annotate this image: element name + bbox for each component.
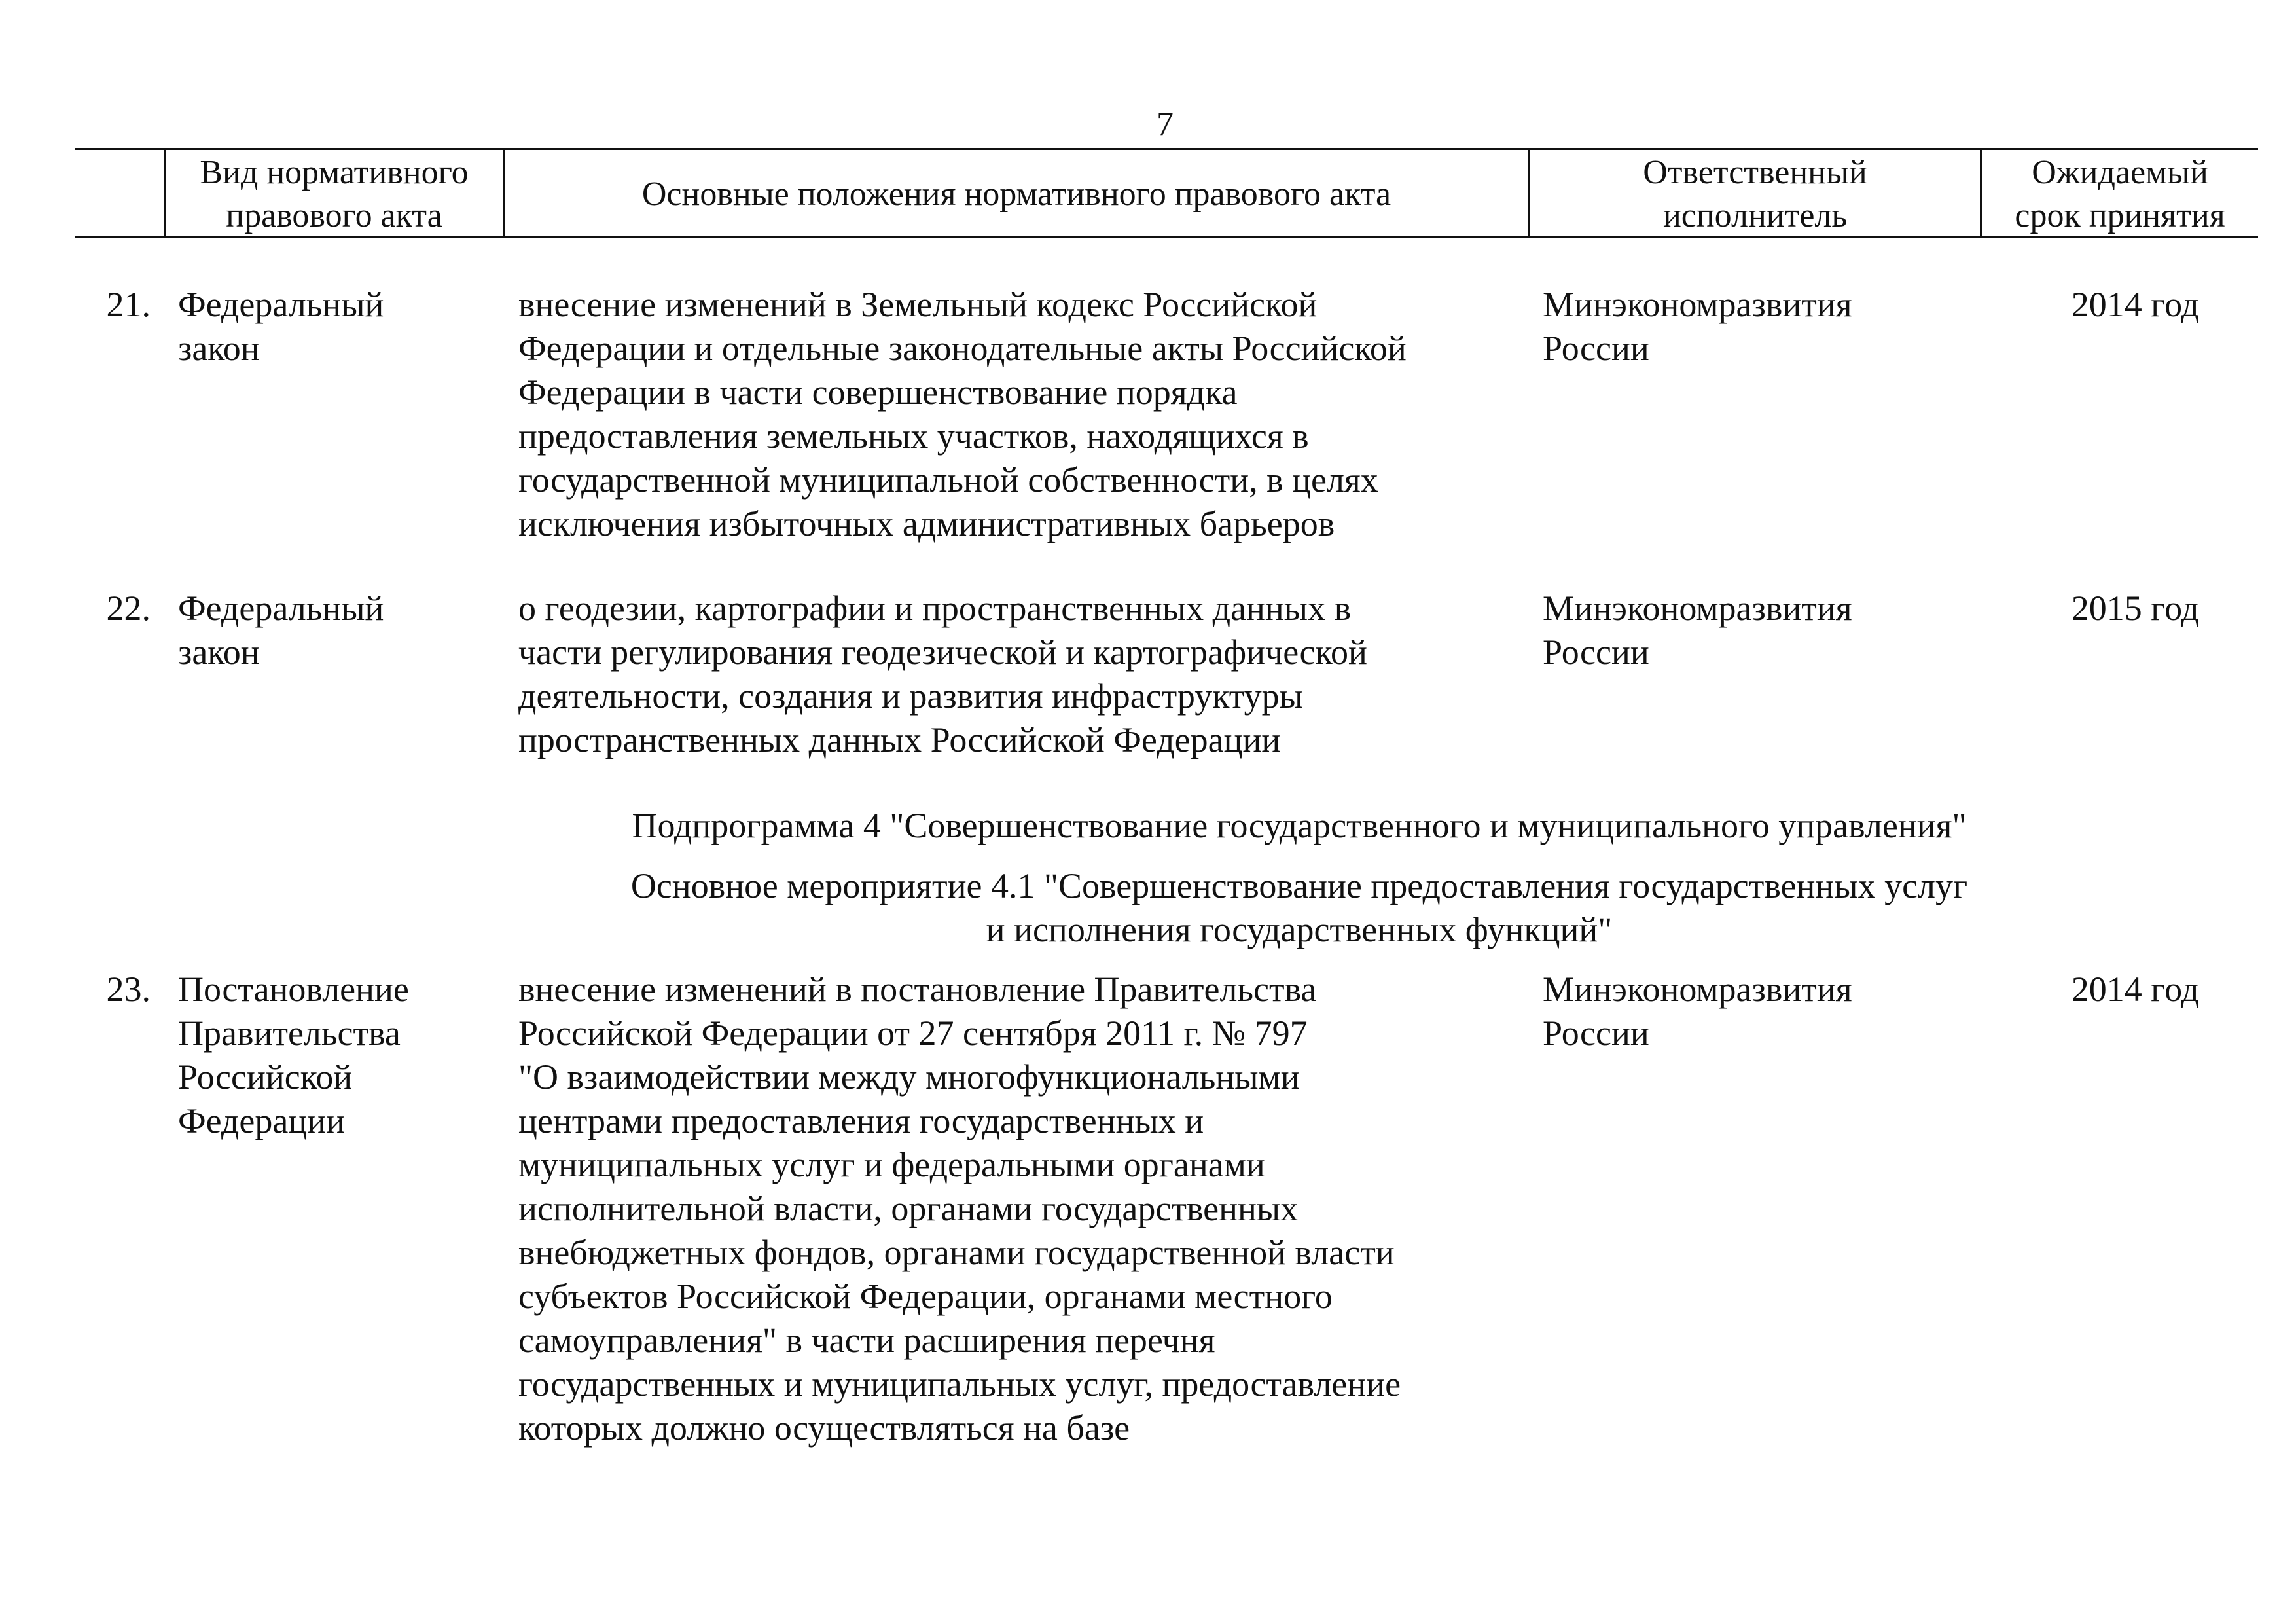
activity-heading: Основное мероприятие 4.1 "Совершенствование предоставления государственных услуг и исполнения государственных функций" xyxy=(630,866,1968,949)
executor: Минэкономразвития России xyxy=(1543,589,1852,672)
header-type xyxy=(166,153,503,236)
header-content-label: Основные положения нормативного правового акта xyxy=(641,175,1391,213)
header-executor xyxy=(1530,153,1980,236)
act-content: внесение изменений в постановление Правительства Российской Федерации от 27 сентября 2011 г. № 797 "О взаимодействии между многофункциональными центрами предоставления государственных и муниципальных услуг и федеральными органами исполнительной власти, органами государственных внебюджетных фондов, органами государственной власти субъектов Российской Федерации, органами местного самоуправления" в части расширения перечня государственных и муниципальных услуг, предоставление которых должно осуществляться на базе xyxy=(518,970,1401,1448)
executor: Минэкономразвития России xyxy=(1543,970,1852,1053)
act-type: Федеральный закон xyxy=(178,285,384,368)
act-content: о геодезии, картографии и пространственных данных в части регулирования геодезической и картографической деятельности, создания и развития инфраструктуры пространственных данных Российской Федерации xyxy=(518,589,1367,759)
header-type-label: Вид нормативного правового акта xyxy=(200,154,469,234)
subprogram-heading: Подпрограмма 4 "Совершенствование государственного и муниципального управления" xyxy=(632,806,1967,845)
deadline: 2014 год xyxy=(2071,970,2199,1009)
act-type: Постановление Правительства Российской Федерации xyxy=(178,970,409,1140)
page-number: 7 xyxy=(1157,105,1174,143)
executor: Минэкономразвития России xyxy=(1543,285,1852,368)
row-number: 23. xyxy=(106,970,151,1009)
deadline: 2014 год xyxy=(2071,285,2199,324)
header-content xyxy=(505,153,1528,236)
act-type: Федеральный закон xyxy=(178,589,384,672)
row-number: 21. xyxy=(106,285,151,324)
header-top-rule xyxy=(75,148,2258,150)
act-content: внесение изменений в Земельный кодекс Российской Федерации и отдельные законодательные акты Российской Федерации в части совершенствование порядка предоставления земельных участков, находящихся в государственной муниципальной собственности, в целях исключения избыточных административных барьеров xyxy=(518,285,1407,543)
row-number: 22. xyxy=(106,589,151,628)
header-deadline-label: Ожидаемый срок принятия xyxy=(2015,154,2225,234)
deadline: 2015 год xyxy=(2071,589,2199,628)
header-executor-label: Ответственный исполнитель xyxy=(1643,154,1867,234)
header-deadline xyxy=(1982,153,2258,236)
